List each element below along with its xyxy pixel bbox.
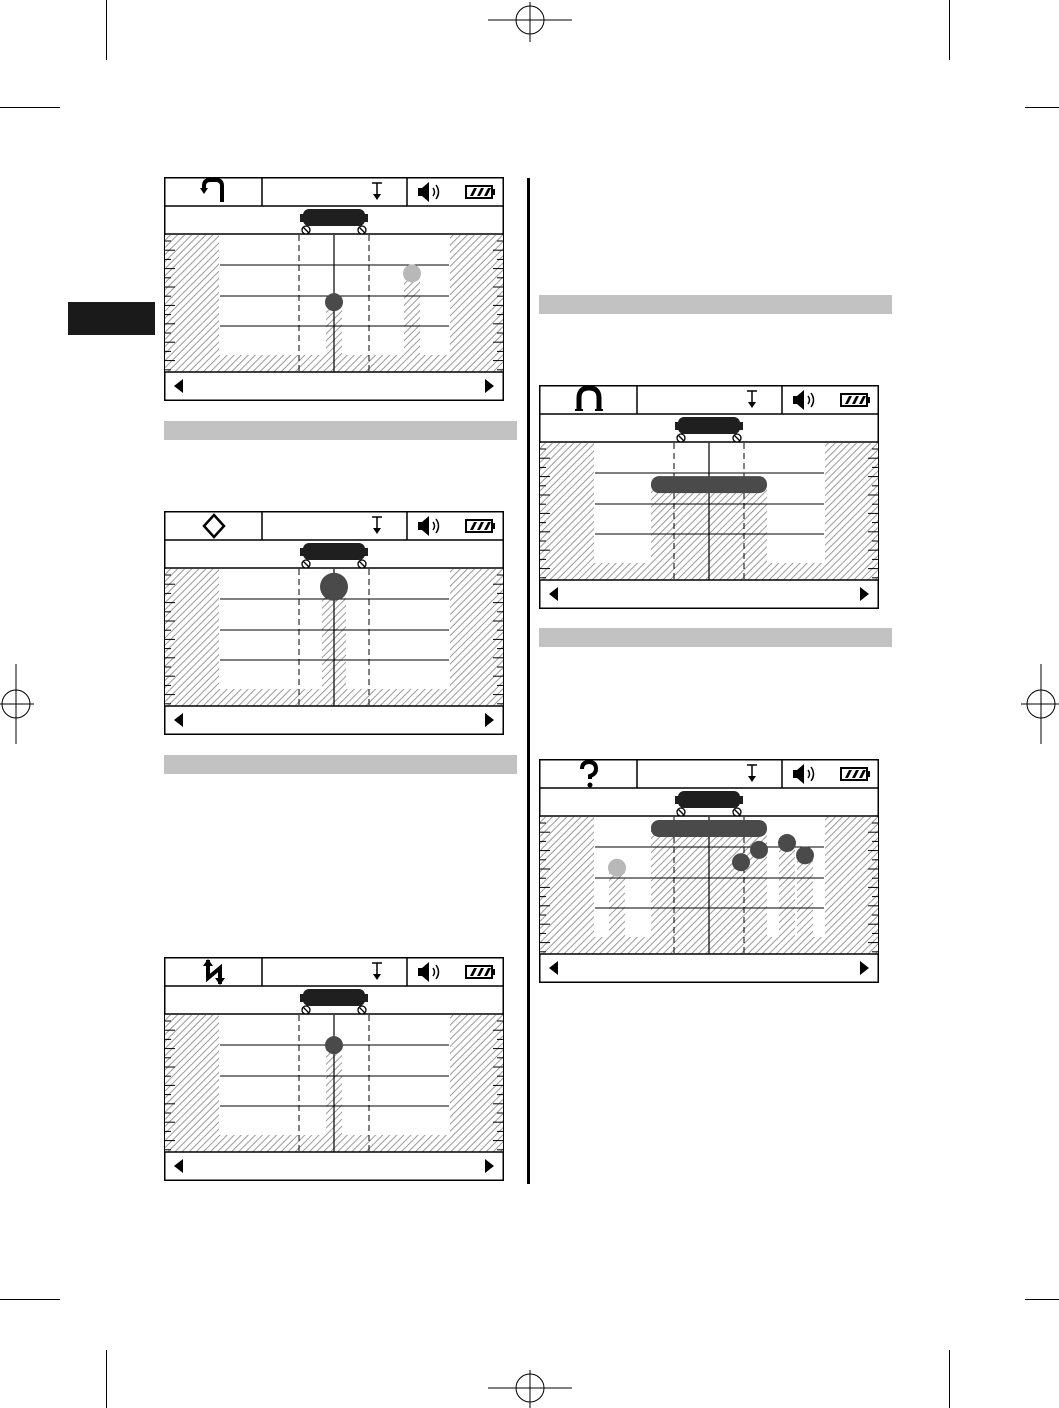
display-screen	[164, 957, 504, 1181]
battery-icon	[841, 394, 870, 406]
detected-object-column	[797, 855, 813, 954]
object-marker-dot	[796, 846, 814, 864]
display-screen	[539, 385, 879, 609]
detector-display-1	[164, 177, 504, 401]
registration-mark-left	[0, 664, 34, 744]
section-bar-1	[164, 421, 517, 440]
object-marker-dot	[325, 1036, 343, 1054]
detected-object-column	[404, 273, 420, 372]
crop-mark	[0, 107, 60, 108]
detected-object-column	[779, 843, 795, 954]
registration-mark-bottom	[488, 1370, 572, 1408]
detector-display-3	[164, 957, 504, 1181]
detector-display-2	[164, 511, 504, 735]
object-marker-dot	[750, 841, 768, 859]
crop-mark	[949, 0, 950, 60]
object-marker-dot	[325, 293, 343, 311]
crop-mark	[106, 1350, 107, 1408]
crop-mark	[1025, 107, 1059, 108]
object-marker-dot	[320, 573, 348, 601]
display-screen	[539, 759, 879, 983]
detector-display-5	[539, 759, 879, 983]
object-marker-bar	[651, 476, 767, 493]
object-marker-bar	[651, 820, 767, 837]
display-screen	[164, 177, 504, 401]
object-marker-dot	[403, 264, 421, 282]
detected-object-column	[751, 850, 767, 954]
battery-icon	[466, 966, 495, 978]
section-bar-3	[539, 295, 892, 314]
section-bar-4	[539, 628, 892, 647]
detector-display-4	[539, 385, 879, 609]
object-marker-dot	[778, 834, 796, 852]
thumb-tab	[68, 302, 155, 335]
battery-icon	[466, 186, 495, 198]
battery-icon	[466, 520, 495, 532]
crop-mark	[949, 1350, 950, 1408]
column-divider	[527, 178, 530, 1184]
crop-mark	[1025, 1299, 1059, 1300]
registration-mark-top	[488, 2, 572, 42]
object-marker-dot	[608, 859, 626, 877]
section-bar-2	[164, 755, 517, 774]
detected-object-column	[609, 868, 625, 954]
object-marker-dot	[732, 853, 750, 871]
registration-mark-right	[1021, 664, 1059, 744]
crop-mark	[0, 1299, 60, 1300]
display-screen	[164, 511, 504, 735]
crop-mark	[106, 0, 107, 60]
battery-icon	[841, 768, 870, 780]
